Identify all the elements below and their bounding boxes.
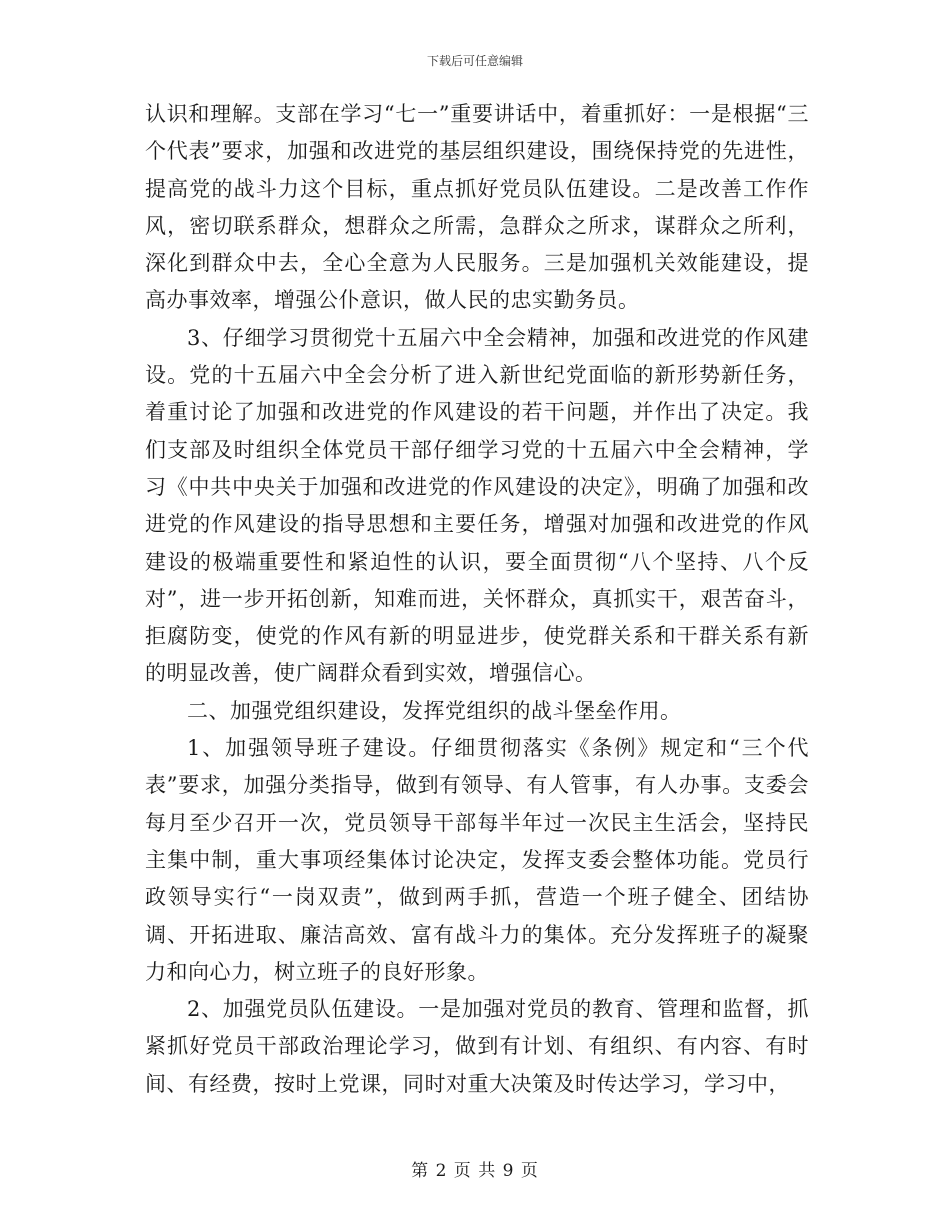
paragraph-continuation: 认识和理解。支部在学习“七一”重要讲话中，着重抓好：一是根据“三个代表”要求，加强和改进党的基层组织建设，围绕保持党的先进性，提高党的战斗力这个目标，重点抓好党员队伍建设。二是改善工作作风，密切联系群众，想群众之所需，急群众之所求，谋群众之所利，深化到群众中去，全心全意为人民服务。三是加强机关效能建设，提高办事效率，增强公仆意识，做人民的忠实勤务员。 bbox=[145, 102, 809, 313]
paragraph-item-2: 2、加强党员队伍建设。一是加强对党员的教育、管理和监督，抓紧抓好党员干部政治理论学习，做到有计划、有组织、有内容、有时间、有经费，按时上党课，同时对重大决策及时传达学习，学习中， bbox=[145, 997, 809, 1096]
document-body bbox=[145, 96, 809, 1103]
page-footer: 第 2 页 共 9 页 bbox=[411, 1161, 539, 1181]
paragraph-item-1: 1、加强领导班子建设。仔细贯彻落实《条例》规定和“三个代表”要求，加强分类指导，做到有领导、有人管事，有人办事。支委会每月至少召开一次，党员领导干部每半年过一次民主生活会，坚持民主集中制，重大事项经集体讨论决定，发挥支委会整体功能。党员行政领导实行“一岗双责”，做到两手抓，营造一个班子健全、团结协调、开拓进取、廉洁高效、富有战斗力的集体。充分发挥班子的凝聚力和向心力，树立班子的良好形象。 bbox=[145, 736, 809, 984]
paragraph-item-3: 3、仔细学习贯彻党十五届六中全会精神，加强和改进党的作风建设。党的十五届六中全会分析了进入新世纪党面临的新形势新任务，着重讨论了加强和改进党的作风建设的若干问题，并作出了决定。我们支部及时组织全体党员干部仔细学习党的十五届六中全会精神，学习《中共中央关于加强和改进党的作风建设的决定》，明确了加强和改进党的作风建设的指导思想和主要任务，增强对加强和改进党的作风建设的极端重要性和紧迫性的认识，要全面贯彻“八个坚持、八个反对”，进一步开拓创新，知难而进，关怀群众，真抓实干，艰苦奋斗，拒腐防变，使党的作风有新的明显进步，使党群关系和干群关系有新的明显改善，使广阔群众看到实效，增强信心。 bbox=[145, 325, 809, 686]
page-header: 下载后可任意编辑 bbox=[426, 54, 523, 68]
section-heading-2: 二、加强党组织建设，发挥党组织的战斗堡垒作用。 bbox=[187, 698, 682, 723]
